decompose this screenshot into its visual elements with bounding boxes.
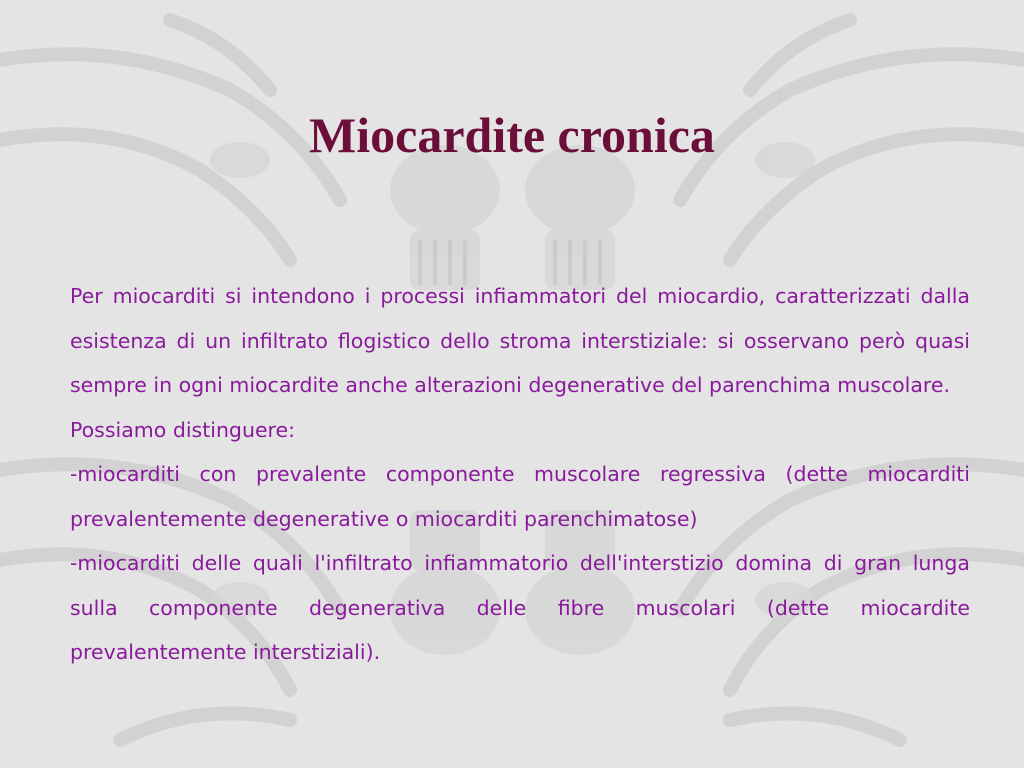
paragraph-item-parenchymal: -miocarditi con prevalente componente muscolare regressiva (dette miocarditi prevalentemente degenerative o miocarditi parenchimatose)	[70, 462, 970, 531]
slide-body	[70, 274, 970, 675]
paragraph-definition: Per miocarditi si intendono i processi infiammatori del miocardio, caratterizzati dalla esistenza di un infiltrato flogistico dello stroma interstiziale: si osservano però quasi sempre in ogni miocardite anche alterazioni degenerative del parenchima muscolare.	[70, 284, 970, 397]
paragraph-item-interstitial: -miocarditi delle quali l'infiltrato infiammatorio dell'interstizio domina di gran lunga sulla componente degenerativa delle fibre muscolari (dette miocardite prevalentemente interstiziali).	[70, 551, 970, 664]
slide-title: Miocardite cronica	[309, 107, 715, 163]
paragraph-intro-list: Possiamo distinguere:	[70, 417, 296, 442]
